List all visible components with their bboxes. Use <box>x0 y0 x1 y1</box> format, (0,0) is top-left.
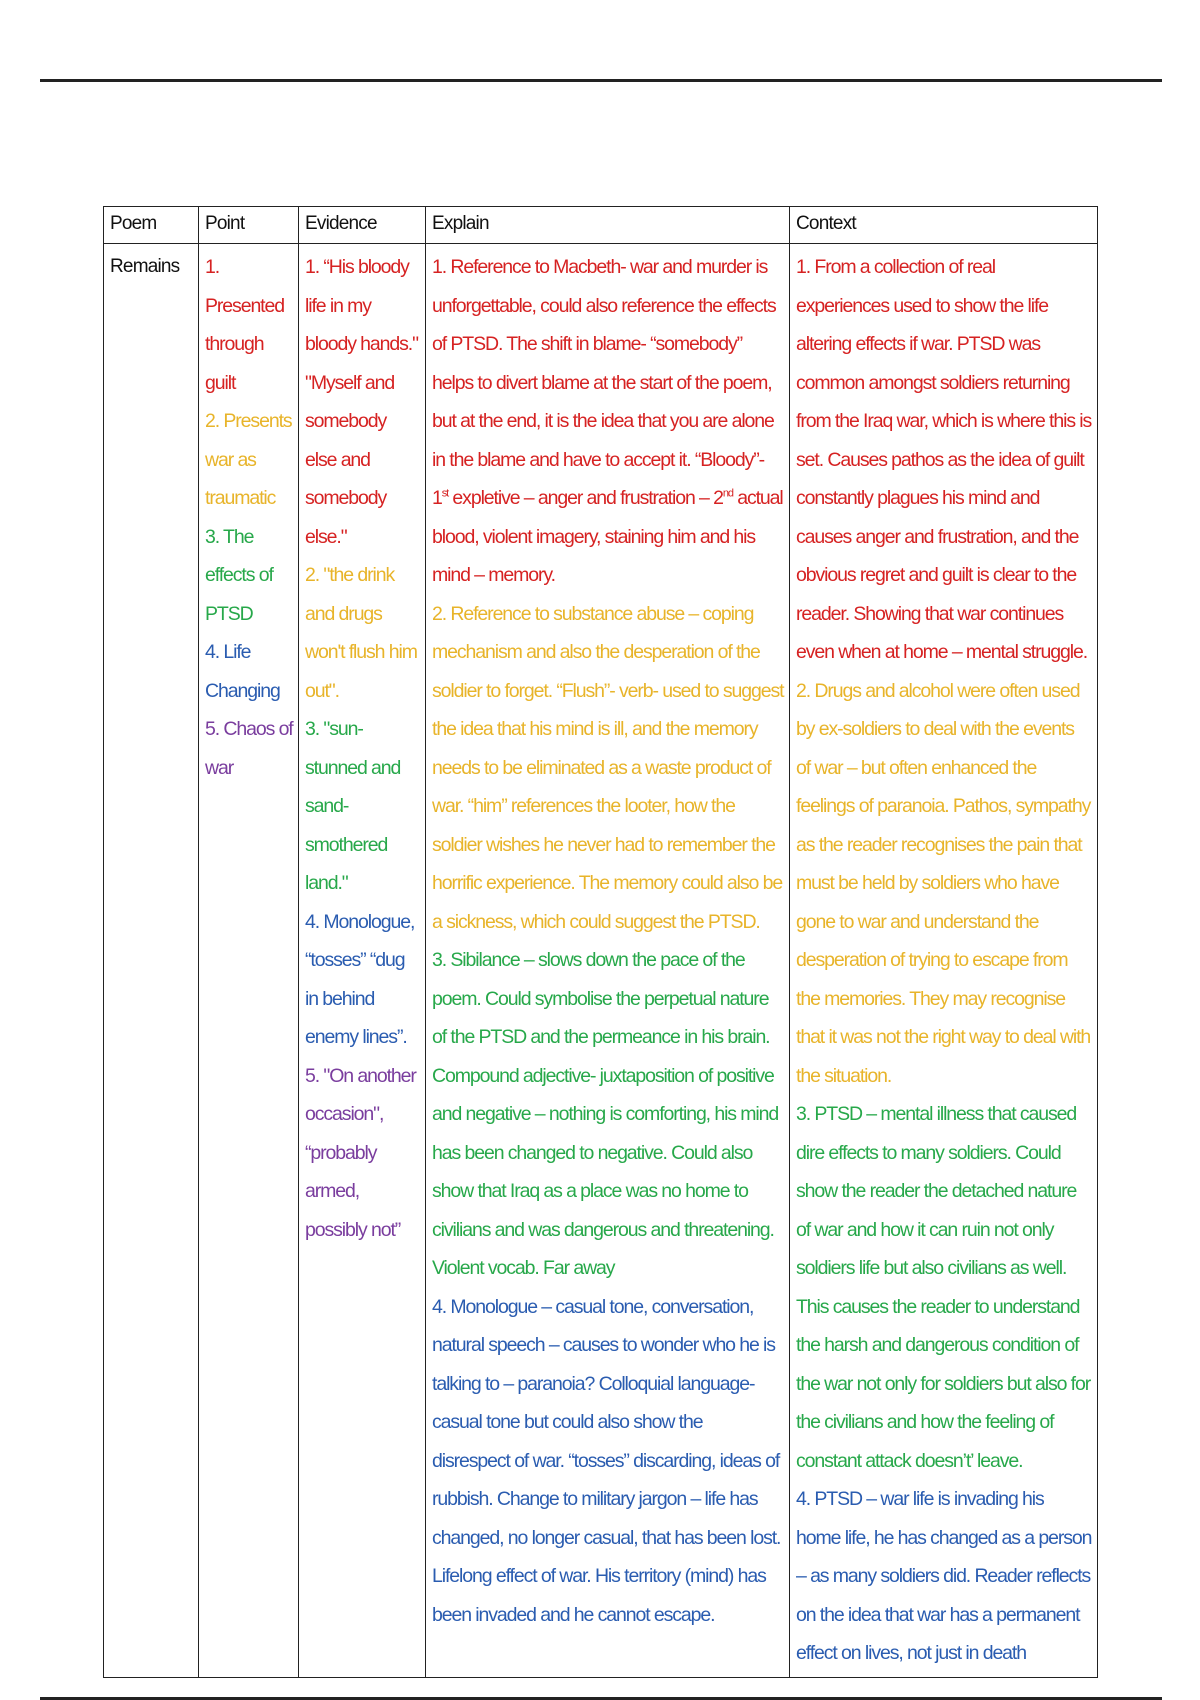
explain-1 <box>432 248 784 595</box>
context-3: 3. PTSD – mental illness that caused dire effects to many soldiers. Could show the reader the detached nature of war and how it can ruin not only soldiers life but also civilians as well. This causes the reader to understand the harsh and dangerous condition of the war not only for soldiers but also for the civilians and how the feeling of constant attack doesn’t’ leave. <box>796 1103 1091 1472</box>
explain-4: 4. Monologue – casual tone, conversation, natural speech – causes to wonder who he is talking to – paranoia? Colloquial language- casual tone but could also show the disrespect of war. “tosses” discarding, ideas of rubbish. Change to military jargon – life has changed, no longer casual, that has been lost. Lifelong effect of war. His territory (mind) has been invaded and he cannot escape. <box>432 1295 781 1626</box>
header-poem: Poem <box>104 207 199 244</box>
top-rule <box>40 79 1162 82</box>
point-2: 2. Presents war as traumatic <box>205 410 292 509</box>
context-1: 1. From a collection of real experiences used to show the life altering effects if war. PTSD was common amongst soldiers returning from the Iraq war, which is where this is set. Causes pathos as the idea of guilt constantly plagues his mind and causes anger and frustration, and the obvious regret and guilt is clear to the reader. Showing that war continues even when at home – mental struggle. <box>796 256 1092 663</box>
explain-1-part-b: expletive – anger and frustration – 2 <box>448 487 723 509</box>
explain-1-part-a: 1. Reference to Macbeth- war and murder is unforgettable, could also reference the effects of PTSD. The shift in blame- “somebody” helps to divert blame at the start of the poem, but at the end, it is the idea that you are alone in the blame and have to accept it. “Bloody”- 1 <box>432 256 776 509</box>
explain-1-sup-st: st <box>441 487 449 500</box>
point-4: 4. Life Changing <box>205 641 280 702</box>
evidence-cell <box>299 244 426 1678</box>
evidence-4: 4. Monologue, “tosses” “dug in behind enemy lines”. <box>305 910 415 1048</box>
evidence-5: 5. "On another occasion", “probably armed, possibly not” <box>305 1064 416 1241</box>
evidence-3: 3. "sun-stunned and sand-smothered land." <box>305 718 401 894</box>
table-row-remains <box>104 244 1098 1678</box>
poem-analysis-table <box>103 206 1098 1678</box>
header-point: Point <box>199 207 299 244</box>
header-context: Context <box>790 207 1098 244</box>
explain-1-part-c: actual blood, violent imagery, staining him and his mind – memory. <box>432 487 783 586</box>
explain-1-sup-nd: nd <box>722 487 733 500</box>
context-2: 2. Drugs and alcohol were often used by ex-soldiers to deal with the events of war – but often enhanced the feelings of paranoia. Pathos, sympathy as the reader recognises the pain that must be held by soldiers who have gone to war and understand the desperation of trying to escape from the memories. They may recognise that it was not the right way to deal with the situation. <box>796 679 1091 1087</box>
point-1: 1. Presented through guilt <box>205 256 284 394</box>
explain-2: 2. Reference to substance abuse – coping mechanism and also the desperation of the soldier to forget. “Flush”- verb- used to suggest the idea that his mind is ill, and the memory needs to be eliminated as a waste product of war. “him” references the looter, how the soldier wishes he never had to remember the horrific experience. The memory could also be a sickness, which could suggest the PTSD. <box>432 602 784 933</box>
evidence-2: 2. "the drink and drugs won't flush him out". <box>305 564 417 702</box>
explain-cell <box>426 244 790 1678</box>
header-evidence: Evidence <box>299 207 426 244</box>
poem-cell <box>104 244 199 1678</box>
evidence-1: 1. “His bloody life in my bloody hands." "Myself and somebody else and somebody else." <box>305 256 418 548</box>
context-4: 4. PTSD – war life is invading his home life, he has changed as a person – as many soldiers did. Reader reflects on the idea that war has a permanent effect on lives, not just in death <box>796 1488 1092 1664</box>
poem-name: Remains <box>110 256 180 277</box>
explain-3: 3. Sibilance – slows down the pace of the poem. Could symbolise the perpetual nature of the PTSD and the permeance in his brain. Compound adjective- juxtaposition of positive and negative – nothing is comforting, his mind has been changed to negative. Could also show that Iraq as a place was no home to civilians and was dangerous and threatening. Violent vocab. Far away <box>432 949 779 1279</box>
header-explain: Explain <box>426 207 790 244</box>
point-3: 3. The effects of PTSD <box>205 525 273 625</box>
point-5: 5. Chaos of war <box>205 718 293 779</box>
point-cell <box>199 244 299 1678</box>
context-cell <box>790 244 1098 1678</box>
header-row <box>104 207 1098 244</box>
